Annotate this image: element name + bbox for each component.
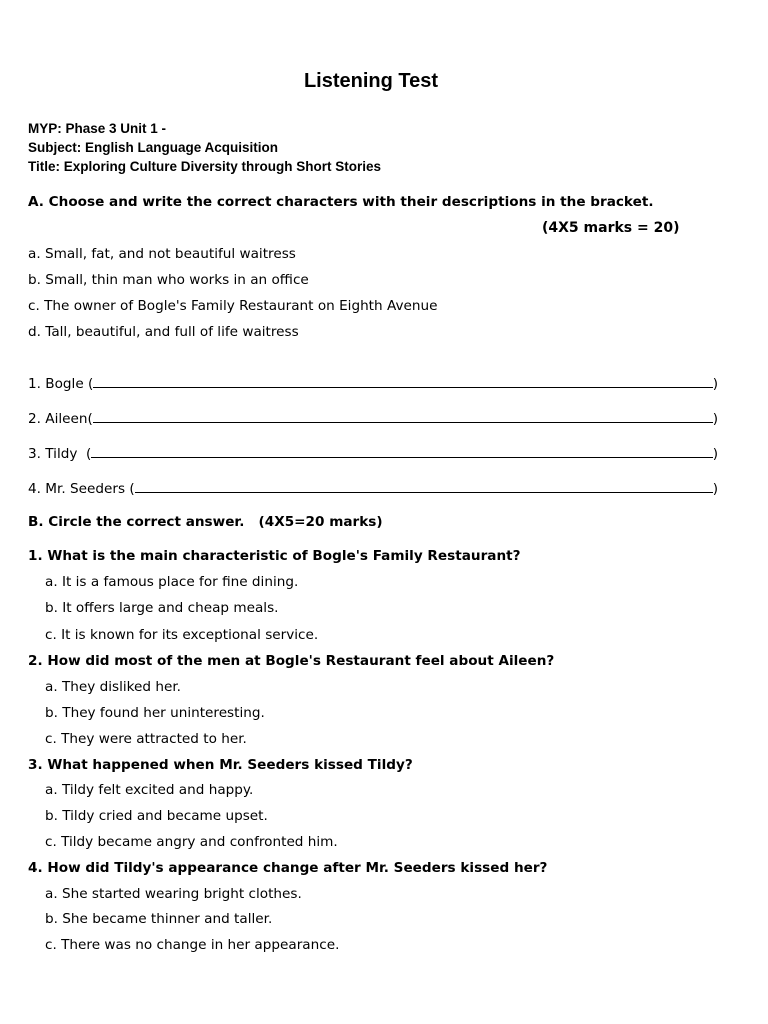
option-item[interactable]: c. It is known for its exceptional service. <box>45 627 319 643</box>
match-row-bogle <box>28 375 718 392</box>
match-label: 1. Bogle ( <box>28 376 94 392</box>
question-3: 3. What happened when Mr. Seeders kissed Tildy? <box>28 757 413 773</box>
description-item: a. Small, fat, and not beautiful waitress <box>28 246 296 262</box>
option-item[interactable]: b. She became thinner and taller. <box>45 911 273 927</box>
match-close: ) <box>712 446 718 462</box>
answer-blank[interactable] <box>91 445 712 458</box>
option-item[interactable]: a. Tildy felt excited and happy. <box>45 782 254 798</box>
question-1: 1. What is the main characteristic of Bogle's Family Restaurant? <box>28 548 521 564</box>
match-label: 3. Tildy ( <box>28 446 92 462</box>
question-4: 4. How did Tildy's appearance change after Mr. Seeders kissed her? <box>28 860 548 876</box>
option-item[interactable]: b. They found her uninteresting. <box>45 705 265 721</box>
match-row-tildy <box>28 445 718 462</box>
option-item[interactable]: a. They disliked her. <box>45 679 182 695</box>
match-close: ) <box>712 376 718 392</box>
description-item: d. Tall, beautiful, and full of life waitress <box>28 324 299 340</box>
match-close: ) <box>712 481 718 497</box>
option-item[interactable]: b. Tildy cried and became upset. <box>45 808 268 824</box>
meta-subject: Subject: English Language Acquisition <box>28 140 279 155</box>
match-row-seeders <box>28 480 718 497</box>
description-item: b. Small, thin man who works in an office <box>28 272 309 288</box>
meta-title: Title: Exploring Culture Diversity through Short Stories <box>28 159 382 174</box>
answer-blank[interactable] <box>135 480 713 493</box>
option-item[interactable]: a. It is a famous place for fine dining. <box>45 574 299 590</box>
question-2: 2. How did most of the men at Bogle's Restaurant feel about Aileen? <box>28 653 555 669</box>
option-item[interactable]: b. It offers large and cheap meals. <box>45 600 279 616</box>
meta-unit: MYP: Phase 3 Unit 1 - <box>28 121 167 136</box>
option-item[interactable]: c. There was no change in her appearance. <box>45 937 340 953</box>
description-item: c. The owner of Bogle's Family Restaurant on Eighth Avenue <box>28 298 438 314</box>
match-close: ) <box>712 411 718 427</box>
match-row-aileen <box>28 410 718 427</box>
page-title: Listening Test <box>303 70 439 92</box>
option-item[interactable]: c. Tildy became angry and confronted him. <box>45 834 338 850</box>
section-b-heading: B. Circle the correct answer. (4X5=20 marks) <box>28 514 383 530</box>
option-item[interactable]: c. They were attracted to her. <box>45 731 247 747</box>
match-label: 4. Mr. Seeders ( <box>28 481 135 497</box>
answer-blank[interactable] <box>93 410 713 423</box>
section-a-heading: A. Choose and write the correct characters with their descriptions in the bracket. <box>28 194 654 210</box>
answer-blank[interactable] <box>93 375 712 388</box>
match-label: 2. Aileen( <box>28 411 93 427</box>
section-a-marks: (4X5 marks = 20) <box>542 220 680 236</box>
option-item[interactable]: a. She started wearing bright clothes. <box>45 886 302 902</box>
